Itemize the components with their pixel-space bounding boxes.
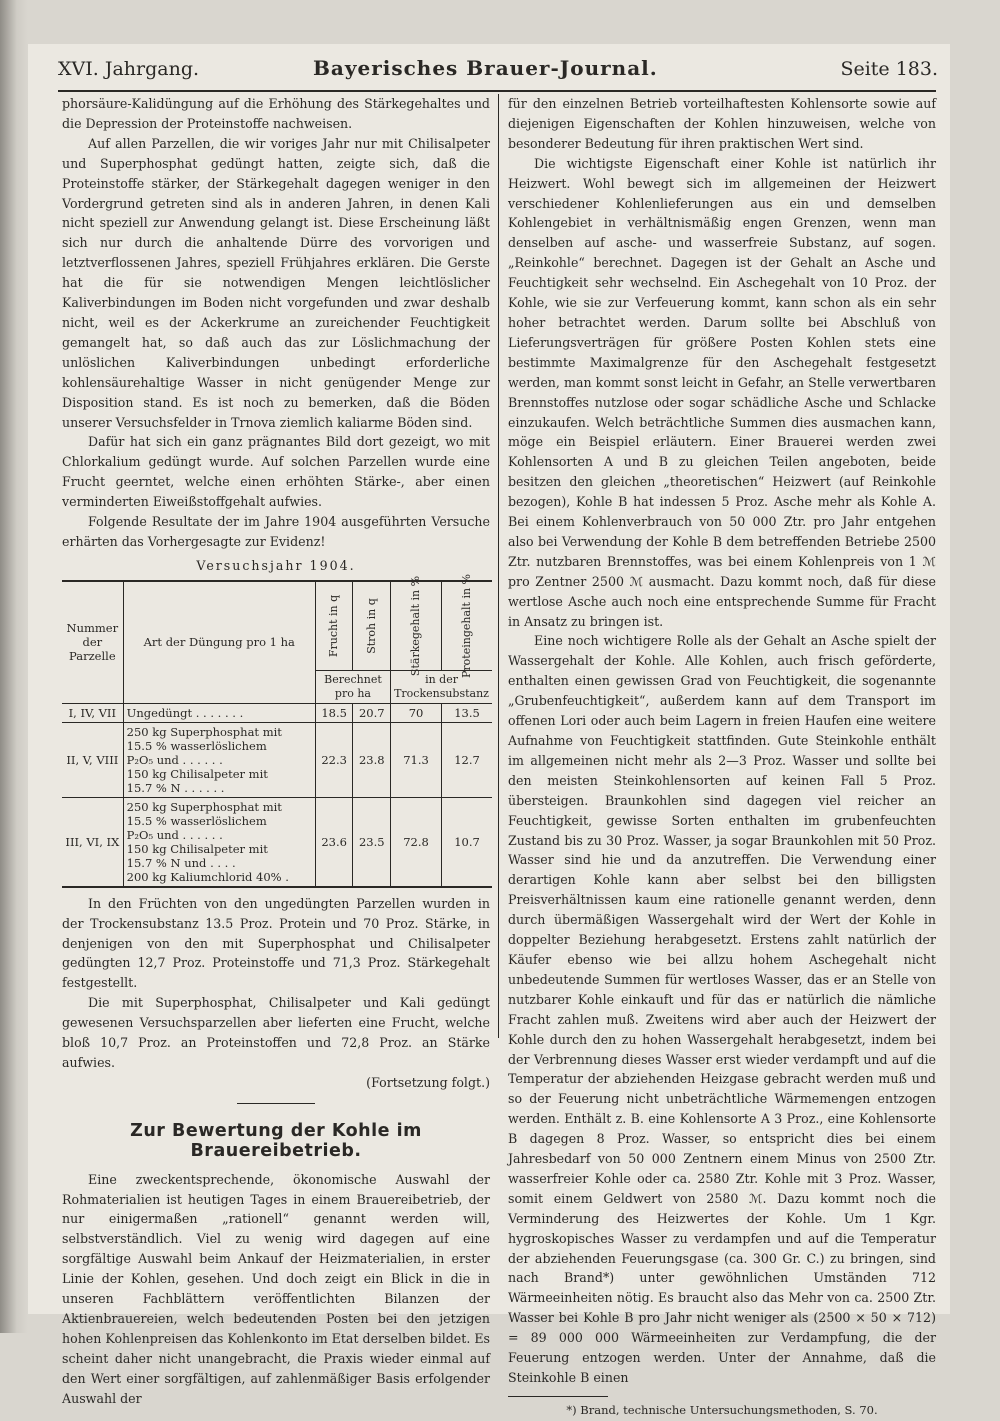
straw-value: 23.5 xyxy=(353,797,391,887)
fertilizer-line: P₂O₅ und . . . . . . xyxy=(126,752,223,767)
fertilizer-line: 15.7 % N und . . . . xyxy=(126,855,236,870)
paragraph: Eine zweckentsprechende, ökonomische Auswahl der Rohmaterialien ist heutigen Tages in einem Brauereibetrieb, der nur einigermaßen „rationell“ genannt werden will, selbstverständlich. Viel zu wenig wird dagegen auf eine sorgfältige Auswahl beim Ankauf der Heizmaterialien, in erster Linie der Kohlen, gesehen. Und doch zeigt ein Blick in die in unseren Fachblättern veröffentlichten Bilanzen der Aktienbrauereien, welch bedeutenden Posten bei den jetzigen hohen Kohlenpreisen das Kohlenkonto im Etat derselben bildet. Es scheint daher nicht unangebracht, die Praxis wieder einmal auf den Wert einer sorgfältigen, auf zahlenmäßiger Basis erfolgender Auswahl der xyxy=(62,1171,490,1406)
fertilizer-line: P₂O₅ und . . . . . . xyxy=(126,827,223,842)
results-table xyxy=(62,573,492,888)
paragraph: Die wichtigste Eigenschaft einer Kohle ist natürlich ihr Heizwert. Wohl bewegt sich im allgemeinen der Heizwert verschiedener Kohlenlieferungen aus ein und demselben Kohlengebiet in verhältnismäßig engen Grenzen, wenn man denselben auf asche- und wasserfreie Substanz, auf sogen. „Reinkohle“ berechnet. Dagegen ist der Gehalt an Asche und Feuchtigkeit sehr wechselnd. Ein Aschegehalt von 10 Proz. der Kohle, wie sie zur Verfeuerung kommt, kann schon als ein sehr hoher betrachtet werden. Darum sollte bei Abschluß von Lieferungsverträgen für größere Posten Kohlen stets eine bestimmte Maximalgrenze für den Aschegehalt festgesetzt werden, man kommt sonst leicht in Gefahr, an Stelle verwertbaren Brennstoffes nutzlose oder sogar schädliche Asche und Schlacke einzukaufen. Welch beträchtliche Summen dies ausmachen kann, möge ein Beispiel erläutern. Einer Brauerei werden zwei Kohlensorten A und B zu gleichen Teilen angeboten, beide besitzen den gleichen „theoretischen“ Heizwert (auf Reinkohle bezogen), Kohle B hat indessen 5 Proz. Asche mehr als Kohle A. Bei einem Kohlenverbrauch von 50 000 Ztr. pro Jahr entgehen also bei Verwendung der Kohle B dem betreffenden Betriebe 2500 Ztr. nutzbaren Brennstoffes, was bei einem Kohlenpreis von 1 ℳ pro Zentner 2500 ℳ ausmacht. Dazu kommt noch, daß für diese wertlose Asche auch noch eine entsprechende Summe für Fracht in Ansatz zu bringen ist. xyxy=(508,155,936,629)
footnote: *) Brand, technische Untersuchungsmethoden, S. 70. xyxy=(566,1402,878,1417)
starch-value: 71.3 xyxy=(391,722,442,797)
left-column xyxy=(62,94,490,1409)
journal-title: Bayerisches Brauer-Journal. xyxy=(313,56,658,80)
fertilizer-line: 250 kg Superphosphat mit xyxy=(126,799,282,814)
table-row xyxy=(62,797,492,887)
book-spine-shadow xyxy=(0,0,28,1333)
paragraph: Eine noch wichtigere Rolle als der Gehalt an Asche spielt der Wassergehalt der Kohle. Alle Kohlen, auch frisch geförderte, enthalten einen gewissen Grad von Feuchtigkeit, die sogenannte „Grubenfeuchtigkeit“, außerdem kann auf dem Transport im offenen Lori oder auch beim Lagern in freien Haufen eine weitere Aufnahme von Feuchtigkeit stattfinden. Gute Steinkohle enthält im allgemeinen nicht mehr als 2—3 Proz. Wasser und sollte bei den meisten Steinkohlensorten auf keinen Fall 5 Proz. übersteigen. Braunkohlen sind dagegen viel reicher an Feuchtigkeit, gewisse Sorten enthalten im grubenfeuchten Zustand bis zu 30 Proz. Wasser, ja sogar Braunkohlen mit 50 Proz. Wasser sind hie und da anzutreffen. Die Verwendung einer derartigen Kohle kann aber selbst bei den billigsten Preisverhältnissen kaum eine rationelle genannt werden, denn durch übermäßigen Wassergehalt wird der Wert der Kohle in doppelter Beziehung herabgesetzt. Erstens zahlt natürlich der Käufer ebenso wie bei allzu hohem Aschegehalt nicht unbedeutende Summen für wertloses Wasser, das er an Stelle von nutzbarer Kohle einkauft und für das er natürlich die nämliche Fracht zahlen muß. Zweitens wird aber auch der Heizwert der Kohle durch den zu hohen Wassergehalt herabgesetzt, indem bei der Verbrennung dieses Wasser erst wieder verdampft und auf die Temperatur der abziehenden Heizgase gebracht werden muß und so der Feuerung nicht unbeträchtliche Wärmemengen entzogen werden. Enthält z. B. eine Kohlensorte A 3 Proz., eine Kohlensorte B dagegen 8 Proz. Wasser, so entspricht dies bei einem Jahresbedarf von 50 000 Zentnern einem Minus von 2500 Ztr. wasserfreier Kohle oder ca. 2580 Ztr. Kohle mit 3 Proz. Wasser, somit einem Geldwert von 2580 ℳ. Dazu kommt noch die Verminderung des Heizwertes der Kohle. Um 1 Kgr. hygroskopisches Wasser zu verdampfen und auf die Temperatur der abziehenden Feuerungsgase (ca. 300 Gr. C.) zu bringen, sind nach Brand*) unter gewöhnlichen Umständen 712 Wärmeeinheiten nötig. Es braucht also das Mehr von ca. 2500 Ztr. Wasser bei Kohle B pro Jahr nicht weniger als (2500 × 50 × 712) = 89 000 000 Wärmeeinheiten zur Verdampfung, die der Feuerung entzogen werden. Unter der Annahme, daß die Steinkohle B einen xyxy=(508,633,936,1385)
paragraph: Auf allen Parzellen, die wir voriges Jahr nur mit Chilisalpeter und Superphosphat gedüngt hatten, zeigte sich, daß die Proteinstoffe stärker, der Stärkegehalt dagegen weniger in den Vordergrund getreten sind als in anderen Jahren, in denen Kali nicht speziell zur Anwendung gelangt ist. Diese Erscheinung läßt sich nur durch die anhaltende Dürre des vorvorigen und letztverflossenen Jahres, speziell Frühjahres erklären. Die Gerste hat die für sie notwendigen Mengen leichtlöslicher Kaliverbindungen im Boden nicht vorgefunden und zwar deshalb nicht, weil es der Ackerkrume an zureichender Feuchtigkeit gemangelt hat, so daß auch das zur Löslichmachung der unlöslichen Kaliverbindungen unbedingt erforderliche kohlensäurehaltige Wasser in nicht genügender Menge zur Disposition stand. Es ist noch zu bemerken, daß die Böden unserer Versuchsfelder in Trnova ziemlich kaliarme Böden sind. xyxy=(62,135,490,430)
starch-value: 70 xyxy=(391,703,442,722)
subheader-dry-matter: in der Trockensubstanz xyxy=(391,670,492,703)
header-rule xyxy=(58,90,936,92)
right-column xyxy=(508,94,936,1421)
protein-value: 10.7 xyxy=(442,797,492,887)
table-caption: Versuchsjahr 1904. xyxy=(196,557,356,573)
starch-value: 72.8 xyxy=(391,797,442,887)
fertilizer-cell xyxy=(123,722,315,797)
continuation-note: (Fortsetzung folgt.) xyxy=(366,1074,490,1090)
parcel-number: III, VI, IX xyxy=(62,797,123,887)
volume-label: XVI. Jahrgang. xyxy=(58,58,200,80)
grain-value: 18.5 xyxy=(315,703,353,722)
grain-value: 22.3 xyxy=(315,722,353,797)
paragraph: Folgende Resultate der im Jahre 1904 ausgeführten Versuche erhärten das Vorhergesagte zur Evidenz! xyxy=(62,514,490,549)
fertilizer-line: 15.7 % N . . . . . . xyxy=(126,780,225,795)
paragraph: für den einzelnen Betrieb vorteilhaftesten Kohlensorte sowie auf diejenigen Eigenschaften der Kohlen hinzuweisen, welche von besonderer Bedeutung für ihren praktischen Wert sind. xyxy=(508,96,936,151)
column-divider xyxy=(498,94,499,1038)
paragraph: phorsäure-Kalidüngung auf die Erhöhung des Stärkegehaltes und die Depression der Proteinstoffe nachweisen. xyxy=(62,96,490,131)
fertilizer-line: 250 kg Superphosphat mit xyxy=(126,724,282,739)
fertilizer-line: Ungedüngt . . . . . . . xyxy=(126,705,244,720)
protein-value: 13.5 xyxy=(442,703,492,722)
parcel-number: II, V, VIII xyxy=(62,722,123,797)
section-divider xyxy=(237,1103,315,1104)
header-fertilizer: Art der Düngung pro 1 ha xyxy=(123,581,315,704)
fertilizer-cell xyxy=(123,797,315,887)
table-header-row xyxy=(62,581,492,671)
straw-value: 20.7 xyxy=(353,703,391,722)
grain-value: 23.6 xyxy=(315,797,353,887)
protein-value: 12.7 xyxy=(442,722,492,797)
paragraph: In den Früchten von den ungedüngten Parzellen wurden in der Trockensubstanz 13.5 Proz. Protein und 70 Proz. Stärke, in denjenigen von den mit Superphosphat und Chilisalpeter gedüngten 12,7 Proz. Proteinstoffe und 71,3 Proz. Stärkegehalt festgestellt. xyxy=(62,895,490,991)
straw-value: 23.8 xyxy=(353,722,391,797)
header-protein: Proteingehalt in % xyxy=(460,573,474,678)
fertilizer-line: 150 kg Chilisalpeter mit xyxy=(126,766,268,781)
parcel-number: I, IV, VII xyxy=(62,703,123,722)
table-row xyxy=(62,703,492,722)
subheader-per-ha: Berechnet pro ha xyxy=(315,670,390,703)
running-header xyxy=(58,56,938,86)
header-starch: Stärkegehalt in % xyxy=(391,581,442,671)
fertilizer-cell xyxy=(123,703,315,722)
paragraph: Die mit Superphosphat, Chilisalpeter und Kali gedüngt gewesenen Versuchsparzellen aber lieferten eine Frucht, welche bloß 10,7 Proz. an Proteinstoffen und 72,8 Proz. an Stärke aufwies. xyxy=(62,995,490,1070)
header-grain: Frucht in q xyxy=(315,581,353,671)
header-straw: Stroh in q xyxy=(353,581,391,671)
table-row xyxy=(62,722,492,797)
footnote-rule xyxy=(508,1396,608,1397)
fertilizer-line: 150 kg Chilisalpeter mit xyxy=(126,841,268,856)
fertilizer-line: 15.5 % wasserlöslichem xyxy=(126,738,267,753)
paragraph: Dafür hat sich ein ganz prägnantes Bild dort gezeigt, wo mit Chlorkalium gedüngt wurde. Auf solchen Parzellen wurde eine Frucht geerntet, welche einen erhöhten Stärke-, aber einen verminderten Eiweißstoffgehalt aufwies. xyxy=(62,434,490,510)
article-title: Zur Bewertung der Kohle im Brauereibetrieb. xyxy=(130,1120,422,1161)
fertilizer-line: 15.5 % wasserlöslichem xyxy=(126,813,267,828)
header-parcel-number: Nummer der Parzelle xyxy=(62,581,123,704)
page-number: Seite 183. xyxy=(840,58,938,80)
fertilizer-line: 200 kg Kaliumchlorid 40% . xyxy=(126,869,289,884)
